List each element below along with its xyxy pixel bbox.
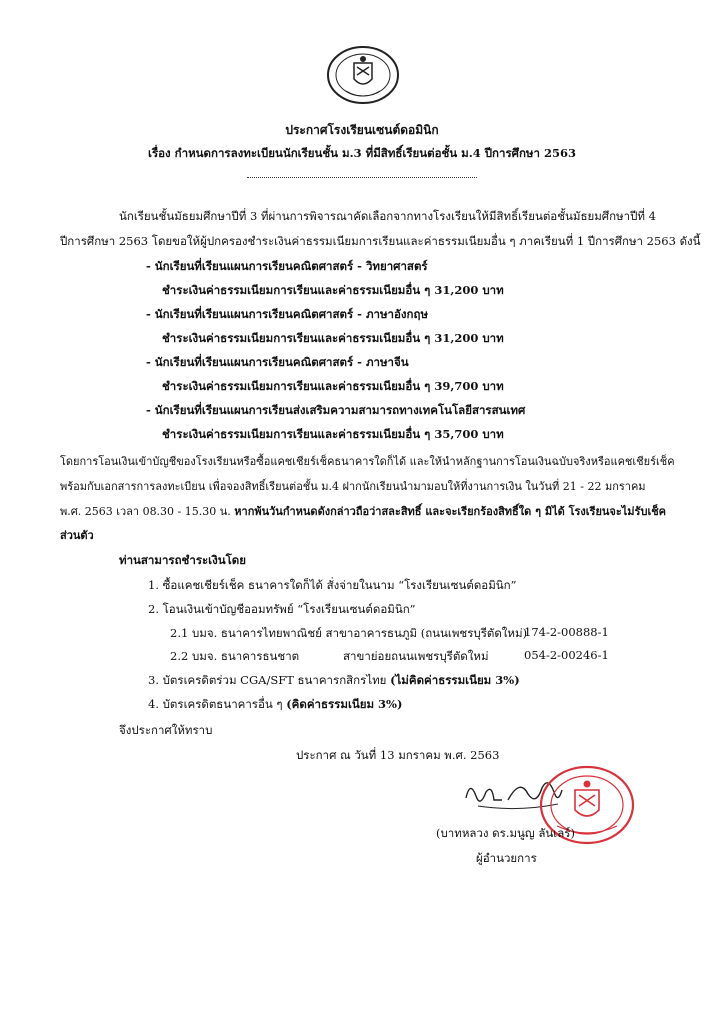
program-fee: ชำระเงินค่าธรรมเนียมการเรียนและค่าธรรมเนียมอื่น ๆ 31,200 บาท: [162, 331, 504, 345]
transfer-line-3: [60, 502, 666, 520]
signer-name: (บาทหลวง ดร.มนูญ ลันเลร์): [436, 826, 575, 840]
program-fee: ชำระเงินค่าธรรมเนียมการเรียนและค่าธรรมเนียมอื่น ๆ 31,200 บาท: [162, 283, 504, 297]
bank-account-number: 054-2-00246-1: [524, 648, 609, 662]
bank-account-label: 2.1 บมจ. ธนาคารไทยพาณิชย์ สาขาอาคารธนภูมิ (ถนนเพชรบุรีตัดใหม่): [170, 626, 528, 640]
school-logo: [326, 45, 400, 105]
credit-card-other: 4. บัตรเครดิตธนาคารอื่น ๆ: [148, 697, 287, 711]
announcement-subject: เรื่อง กำหนดการลงทะเบียนนักเรียนชั้น ม.3 ที่มีสิทธิ์เรียนต่อชั้น ม.4 ปีการศึกษา 2563: [148, 146, 576, 160]
program-name: - นักเรียนที่เรียนแผนการเรียนส่งเสริมความสามารถทางเทคโนโลยีสารสนเทศ: [146, 403, 526, 417]
payment-item-3: [148, 672, 520, 690]
transfer-time: พ.ศ. 2563 เวลา 08.30 - 15.30 น.: [60, 505, 235, 518]
forfeit-notice: หากพ้นวันกำหนดดังกล่าวถือว่าสละสิทธิ์ และจะเรียกร้องสิทธิ์ใด ๆ มิได้ โรงเรียนจะไม่รับเช็ค: [234, 505, 667, 518]
intro-line-2: ปีการศึกษา 2563 โดยขอให้ผู้ปกครองชำระเงินค่าธรรมเนียมการเรียนและค่าธรรมเนียมอื่น ๆ ภาคเรียนที่ 1 ปีการศึกษา 2563 ดังนี้: [60, 234, 701, 248]
payment-item-1: 1. ซื้อแคชเชียร์เช็ค ธนาคารใดก็ได้ สั่งจ่ายในนาม “โรงเรียนเซนต์ดอมินิก”: [148, 578, 517, 592]
payment-heading: ท่านสามารถชำระเงินโดย: [119, 553, 246, 567]
closing-notice: จึงประกาศให้ทราบ: [119, 723, 213, 737]
transfer-line-2: พร้อมกับเอกสารการลงทะเบียน เพื่อจองสิทธิ์เรียนต่อชั้น ม.4 ฝากนักเรียนนำมามอบให้ที่งานการเงิน ในวันที่ 21 - 22 มกราคม: [60, 480, 646, 493]
signer-position: ผู้อำนวยการ: [476, 851, 537, 865]
intro-line-1: นักเรียนชั้นมัธยมศึกษาปีที่ 3 ที่ผ่านการพิจารณาคัดเลือกจากทางโรงเรียนให้มีสิทธิ์เรียนต่อชั้นมัธยมศึกษาปีที่ 4: [119, 209, 656, 223]
fee-note: (คิดค่าธรรมเนียม 3%): [286, 697, 403, 711]
no-fee-note: (ไม่คิดค่าธรรมเนียม 3%): [390, 673, 520, 687]
program-name: - นักเรียนที่เรียนแผนการเรียนคณิตศาสตร์ - ภาษาจีน: [146, 355, 409, 369]
program-fee: ชำระเงินค่าธรรมเนียมการเรียนและค่าธรรมเนียมอื่น ๆ 39,700 บาท: [162, 379, 504, 393]
credit-card-kbank: 3. บัตรเครดิตร่วม CGA/SFT ธนาคารกสิกรไทย: [148, 673, 391, 687]
payment-item-4: [148, 696, 402, 714]
announcement-title: ประกาศโรงเรียนเซนต์ดอมินิก: [285, 123, 439, 137]
program-fee: ชำระเงินค่าธรรมเนียมการเรียนและค่าธรรมเนียมอื่น ๆ 35,700 บาท: [162, 427, 504, 441]
program-name: - นักเรียนที่เรียนแผนการเรียนคณิตศาสตร์ - ภาษาอังกฤษ: [146, 307, 429, 321]
bank-account-number: 174-2-00888-1: [524, 625, 609, 639]
announcement-date: ประกาศ ณ วันที่ 13 มกราคม พ.ศ. 2563: [296, 748, 500, 762]
program-name: - นักเรียนที่เรียนแผนการเรียนคณิตศาสตร์ - วิทยาศาสตร์: [146, 259, 428, 273]
payment-item-2: 2. โอนเงินเข้าบัญชีออมทรัพย์ “โรงเรียนเซนต์ดอมินิก”: [148, 602, 416, 616]
forfeit-notice-end: ส่วนตัว: [60, 529, 94, 542]
dotted-divider: [247, 177, 477, 178]
bank-account-label: 2.2 บมจ. ธนาคารธนชาต: [170, 649, 300, 663]
bank-account-branch: สาขาย่อยถนนเพชรบุรีตัดใหม่: [343, 649, 489, 663]
transfer-line-1: โดยการโอนเงินเข้าบัญชีของโรงเรียนหรือซื้อแคชเชียร์เช็คธนาคารใดก็ได้ และให้นำหลักฐานการโอนเงินฉบับจริงหรือแคชเชียร์เช็ค: [60, 455, 675, 468]
